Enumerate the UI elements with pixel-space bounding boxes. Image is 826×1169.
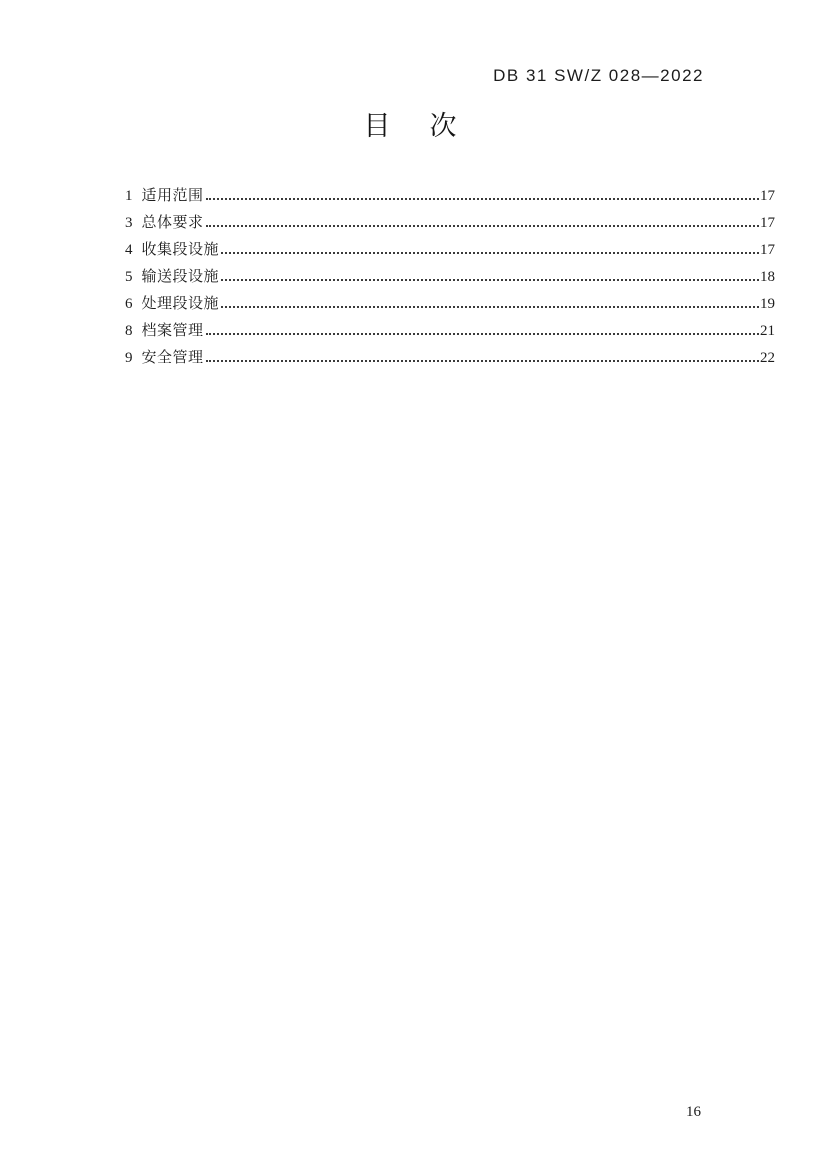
toc-entry [125, 317, 775, 344]
document-code-header: DB 31 SW/Z 028—2022 [493, 66, 704, 85]
toc-entry [125, 209, 775, 236]
toc-entry-number: 6 [125, 296, 133, 312]
toc-entry-number: 3 [125, 215, 133, 231]
toc-entry [125, 236, 775, 263]
page-title: 目 次 [363, 111, 463, 141]
toc-dot-leader [221, 252, 759, 254]
toc-entry-page-number: 17 [760, 242, 775, 258]
footer-page-number: 16 [686, 1104, 701, 1120]
toc-entry-number: 4 [125, 242, 133, 258]
toc-entry-page-number: 21 [760, 323, 775, 339]
toc-dot-leader [221, 279, 759, 281]
toc-entry [125, 344, 775, 371]
toc-dot-leader [221, 306, 759, 308]
toc-entry-page-number: 22 [760, 350, 775, 366]
toc-entry-page-number: 18 [760, 269, 775, 285]
toc-dot-leader [206, 225, 759, 227]
toc-entry-page-number: 19 [760, 296, 775, 312]
toc-dot-leader [206, 333, 759, 335]
toc-entry-title: 总体要求 [141, 214, 204, 231]
toc-entry-number: 8 [125, 323, 133, 339]
toc-entry-number: 1 [125, 188, 133, 204]
toc-dot-leader [206, 360, 759, 362]
toc-dot-leader [206, 198, 759, 200]
toc-entry-title: 收集段设施 [141, 241, 220, 258]
toc-entry-number: 9 [125, 350, 133, 366]
toc-entry-title: 输送段设施 [141, 268, 220, 285]
toc-entry-title: 档案管理 [141, 322, 204, 339]
toc-entry-title: 适用范围 [141, 187, 204, 204]
toc-entry-title: 安全管理 [141, 349, 204, 366]
toc-entry [125, 290, 775, 317]
table-of-contents [125, 182, 775, 371]
toc-entry [125, 263, 775, 290]
toc-entry-page-number: 17 [760, 215, 775, 231]
toc-entry-page-number: 17 [760, 188, 775, 204]
toc-entry [125, 182, 775, 209]
toc-entry-number: 5 [125, 269, 133, 285]
toc-entry-title: 处理段设施 [141, 295, 220, 312]
